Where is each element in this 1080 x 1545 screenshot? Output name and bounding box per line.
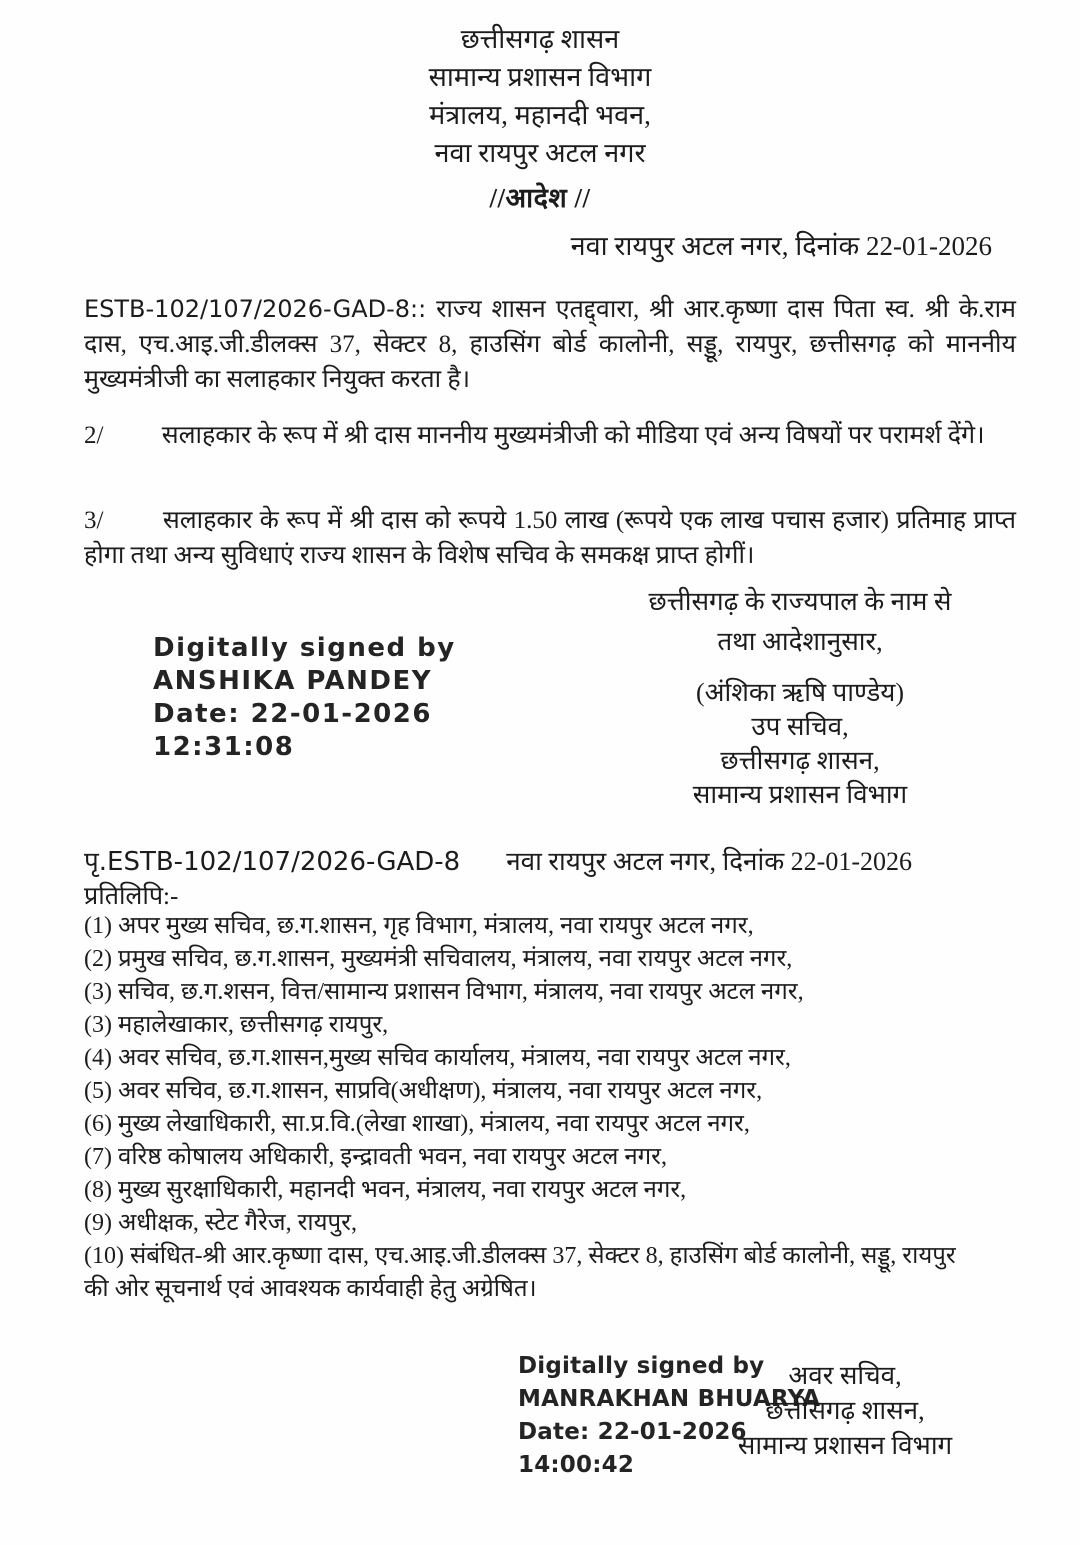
paragraph-appointment	[84, 292, 1016, 397]
letterhead-department: सामान्य प्रशासन विभाग	[428, 62, 652, 92]
paragraph-number-2: 2/	[84, 422, 104, 449]
digital-signature-name: ANSHIKA PANDEY	[153, 666, 433, 696]
copy-to-label: प्रतिलिपि:-	[84, 883, 179, 910]
endorsement-row	[84, 842, 912, 878]
footer-dept: सामान्य प्रशासन विभाग	[737, 1431, 953, 1460]
forward-note: की ओर सूचनार्थ एवं आवश्यक कार्यवाही हेतु अग्रेषित।	[84, 1276, 537, 1302]
footer-govt: छत्तीसगढ़ शासन,	[765, 1396, 925, 1425]
paragraph-duties	[84, 418, 1016, 453]
copy-to-list	[84, 910, 1036, 1306]
copy-item-3b: (3) महालेखाकार, छत्तीसगढ़ रायपुर,	[84, 1012, 389, 1038]
copy-item-9: (9) अधीक्षक, स्टेट गैरेज, रायपुर,	[84, 1210, 357, 1236]
paragraph-duties-text: सलाहकार के रूप में श्री दास माननीय मुख्यमंत्रीजी को मीडिया एवं अन्य विषयों पर परामर्श देंगे।	[161, 422, 985, 449]
copy-item-8: (8) मुख्य सुरक्षाधिकारी, महानदी भवन, मंत्रालय, नवा रायपुर अटल नगर,	[84, 1177, 687, 1203]
signatory-designation: उप सचिव,	[751, 712, 849, 741]
letterhead-govt: छत्तीसगढ़ शासन	[460, 24, 620, 54]
footer-signatory-block	[700, 1358, 990, 1463]
signatory-govt: छत्तीसगढ़ शासन,	[720, 746, 880, 775]
copy-item-4: (4) अवर सचिव, छ.ग.शासन,मुख्य सचिव कार्यालय, मंत्रालय, नवा रायपुर अटल नगर,	[84, 1045, 791, 1071]
digital-signature-time: 14:00:42	[518, 1452, 635, 1478]
by-order-line2: तथा आदेशानुसार,	[717, 627, 883, 656]
digital-signature-label: Digitally signed by	[153, 633, 456, 663]
copy-item-6: (6) मुख्य लेखाधिकारी, सा.प्र.वि.(लेखा शाखा), मंत्रालय, नवा रायपुर अटल नगर,	[84, 1111, 750, 1137]
signatory-dept: सामान्य प्रशासन विभाग	[692, 780, 908, 809]
copy-item-5: (5) अवर सचिव, छ.ग.शासन, साप्रवि(अधीक्षण), मंत्रालय, नवा रायपुर अटल नगर,	[84, 1078, 763, 1104]
paragraph-appointment-text: राज्य शासन एतद्द्वारा, श्री आर.कृष्णा दास पिता स्व. श्री के.राम दास, एच.आइ.जी.डीलक्स 37, सेक्टर 8, हाउसिंग बोर्ड कालोनी, सड्डू, रायपुर, छत्तीसगढ़ को माननीय मुख्यमंत्रीजी का सलाहकार नियुक्त करता है।	[84, 296, 1017, 393]
digital-signature-label: Digitally signed by	[518, 1353, 765, 1379]
digital-signature-time: 12:31:08	[153, 732, 295, 762]
endorsement-reference-number: पृ.ESTB-102/107/2026-GAD-8	[84, 847, 461, 877]
by-order-block	[612, 582, 988, 662]
paragraph-number-3: 3/	[84, 507, 104, 534]
paragraph-salary	[84, 503, 1016, 573]
footer-designation: अवर सचिव,	[788, 1361, 902, 1390]
paragraph-salary-text: सलाहकार के रूप में श्री दास को रूपये 1.50 लाख (रूपये एक लाख पचास हजार) प्रतिमाह प्राप्त होगा तथा अन्य सुविधाएं राज्य शासन के विशेष सचिव के समकक्ष प्राप्त होगीं।	[84, 507, 1016, 569]
digital-signature-date: Date: 22-01-2026	[518, 1419, 747, 1445]
order-heading: //आदेश //	[489, 183, 591, 213]
dateline: नवा रायपुर अटल नगर, दिनांक 22-01-2026	[570, 231, 992, 261]
copy-item-3: (3) सचिव, छ.ग.शसन, वित्त/सामान्य प्रशासन विभाग, मंत्रालय, नवा रायपुर अटल नगर,	[84, 979, 804, 1005]
copy-item-10: (10) संबंधित-श्री आर.कृष्णा दास, एच.आइ.जी.डीलक्स 37, सेक्टर 8, हाउसिंग बोर्ड कालोनी, सड्डू, रायपुर	[84, 1243, 956, 1269]
copy-item-7: (7) वरिष्ठ कोषालय अधिकारी, इन्द्रावती भवन, नवा रायपुर अटल नगर,	[84, 1144, 667, 1170]
copy-item-2: (2) प्रमुख सचिव, छ.ग.शासन, मुख्यमंत्री सचिवालय, मंत्रालय, नवा रायपुर अटल नगर,	[84, 946, 793, 972]
digital-signature-date: Date: 22-01-2026	[153, 699, 432, 729]
signatory-block	[612, 676, 988, 812]
digital-signature-name: MANRAKHAN BHUARYA	[518, 1386, 821, 1412]
signatory-name: (अंशिका ऋषि पाण्डेय)	[695, 678, 905, 707]
order-reference-number: ESTB-102/107/2026-GAD-8::	[84, 295, 427, 323]
letterhead-building: मंत्रालय, महानदी भवन,	[429, 100, 651, 130]
digital-signature-anshika	[153, 632, 456, 764]
letterhead-city: नवा रायपुर अटल नगर	[434, 138, 646, 168]
by-order-line1: छत्तीसगढ़ के राज्यपाल के नाम से	[648, 587, 952, 616]
letterhead	[0, 20, 1080, 172]
copy-item-1: (1) अपर मुख्य सचिव, छ.ग.शासन, गृह विभाग, मंत्रालय, नवा रायपुर अटल नगर,	[84, 913, 754, 939]
endorsement-dateline: नवा रायपुर अटल नगर, दिनांक 22-01-2026	[506, 847, 912, 876]
